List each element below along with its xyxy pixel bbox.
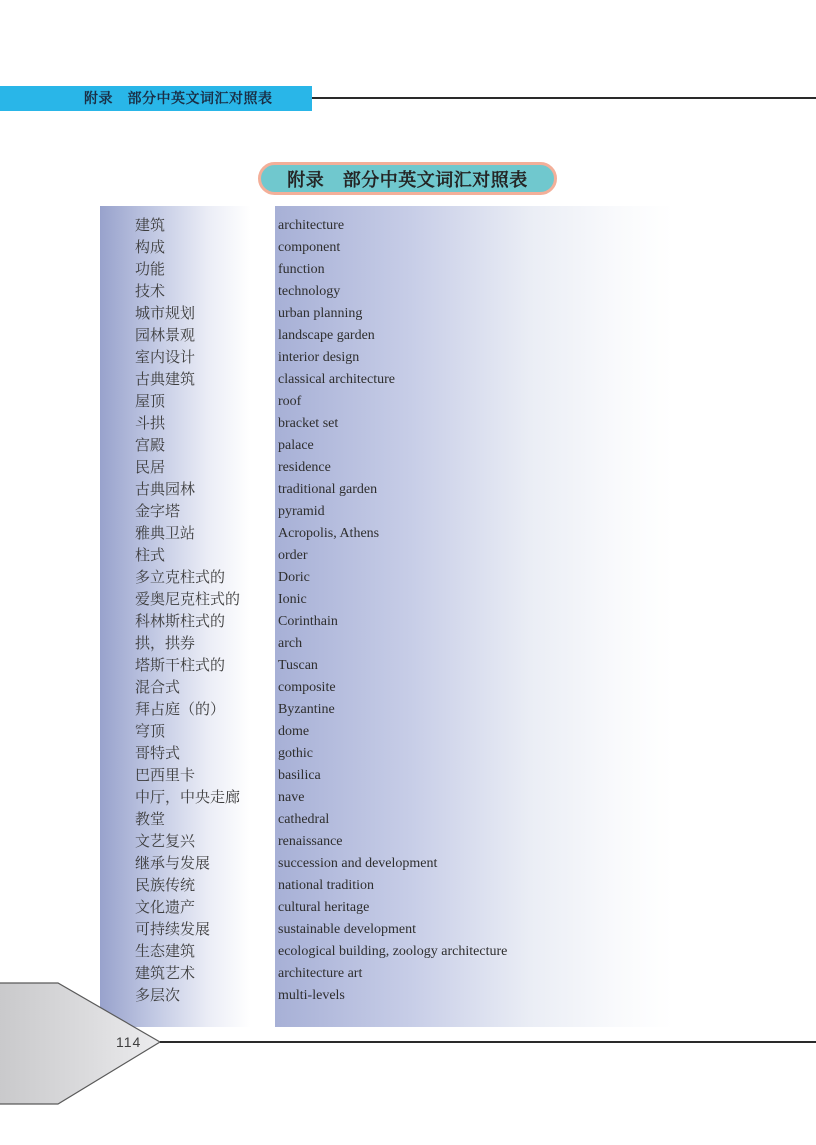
glossary-row xyxy=(100,347,673,369)
glossary-term-zh: 屋顶 xyxy=(135,394,166,410)
glossary-list xyxy=(100,215,673,1007)
glossary-term-zh: 建筑艺术 xyxy=(135,966,196,982)
glossary-term-zh: 混合式 xyxy=(135,680,181,696)
glossary-term-zh: 构成 xyxy=(135,240,166,256)
glossary-row xyxy=(100,985,673,1007)
glossary-term-en: palace xyxy=(278,438,314,453)
glossary-term-en: composite xyxy=(278,680,336,695)
glossary-term-en: landscape garden xyxy=(278,328,375,343)
glossary-row xyxy=(100,589,673,611)
glossary-term-zh: 宫殿 xyxy=(135,438,166,454)
glossary-term-en: ecological building, zoology architecture xyxy=(278,944,508,959)
glossary-term-en: arch xyxy=(278,636,303,651)
glossary-row xyxy=(100,501,673,523)
glossary-term-zh: 金字塔 xyxy=(135,504,181,520)
glossary-term-en: Tuscan xyxy=(278,658,318,673)
glossary-term-zh: 城市规划 xyxy=(135,306,196,322)
glossary-row xyxy=(100,523,673,545)
glossary-term-en: Acropolis, Athens xyxy=(278,526,380,541)
glossary-row xyxy=(100,611,673,633)
glossary-row xyxy=(100,303,673,325)
glossary-term-en: pyramid xyxy=(278,504,325,519)
glossary-term-zh: 多层次 xyxy=(135,988,181,1004)
glossary-term-zh: 柱式 xyxy=(135,548,166,564)
glossary-term-zh: 建筑 xyxy=(135,218,166,234)
glossary-row xyxy=(100,809,673,831)
glossary-row xyxy=(100,787,673,809)
glossary-term-zh: 园林景观 xyxy=(135,328,196,344)
glossary-row xyxy=(100,413,673,435)
glossary-term-en: architecture xyxy=(278,218,345,233)
glossary-term-zh: 继承与发展 xyxy=(135,856,211,872)
glossary-row xyxy=(100,259,673,281)
glossary-term-zh: 斗拱 xyxy=(135,416,166,432)
glossary-row xyxy=(100,215,673,237)
glossary-term-zh: 生态建筑 xyxy=(135,944,196,960)
glossary-term-en: nave xyxy=(278,790,305,805)
glossary-term-zh: 哥特式 xyxy=(135,746,181,762)
glossary-row xyxy=(100,391,673,413)
glossary-term-zh: 古典建筑 xyxy=(135,372,196,388)
glossary-term-en: succession and development xyxy=(278,856,438,871)
glossary-row xyxy=(100,853,673,875)
appendix-title-label: 附录 部分中英文词汇对照表 xyxy=(287,169,528,190)
glossary-term-zh: 民居 xyxy=(135,460,166,476)
glossary-term-zh: 可持续发展 xyxy=(135,922,211,938)
glossary-row xyxy=(100,369,673,391)
glossary-row xyxy=(100,281,673,303)
glossary-term-zh: 科林斯柱式的 xyxy=(135,614,226,630)
glossary-row xyxy=(100,237,673,259)
glossary-term-en: cultural heritage xyxy=(278,900,370,915)
glossary-term-en: residence xyxy=(278,460,331,475)
glossary-row xyxy=(100,677,673,699)
glossary-row xyxy=(100,479,673,501)
glossary-term-zh: 民族传统 xyxy=(135,878,196,894)
glossary-term-zh: 古典园林 xyxy=(135,482,196,498)
glossary-row xyxy=(100,875,673,897)
glossary-term-zh: 塔斯干柱式的 xyxy=(135,658,226,674)
glossary-row xyxy=(100,699,673,721)
glossary-term-zh: 巴西里卡 xyxy=(135,768,196,784)
glossary-row xyxy=(100,325,673,347)
glossary-term-zh: 拱，拱券 xyxy=(135,636,196,652)
glossary-term-en: traditional garden xyxy=(278,482,378,497)
glossary-term-en: multi-levels xyxy=(278,988,345,1003)
glossary-term-en: basilica xyxy=(278,768,321,783)
glossary-term-zh: 拜占庭（的） xyxy=(135,702,226,718)
glossary-term-en: sustainable development xyxy=(278,922,417,937)
glossary-term-en: Corinthain xyxy=(278,614,338,629)
glossary-term-en: renaissance xyxy=(278,834,343,849)
glossary-term-en: Byzantine xyxy=(278,702,335,717)
glossary-row xyxy=(100,941,673,963)
glossary-term-en: order xyxy=(278,548,308,563)
glossary-term-en: interior design xyxy=(278,350,360,365)
glossary-row xyxy=(100,765,673,787)
glossary-term-en: bracket set xyxy=(278,416,339,431)
glossary-term-zh: 爱奥尼克柱式的 xyxy=(135,592,241,608)
glossary-row xyxy=(100,743,673,765)
glossary-row xyxy=(100,655,673,677)
glossary-term-en: urban planning xyxy=(278,306,363,321)
glossary-term-zh: 室内设计 xyxy=(135,350,196,366)
appendix-header-label: 附录 部分中英文词汇对照表 xyxy=(84,90,273,106)
glossary-row xyxy=(100,567,673,589)
glossary-row xyxy=(100,897,673,919)
glossary-row xyxy=(100,633,673,655)
glossary-term-zh: 技术 xyxy=(135,284,166,300)
glossary-term-en: technology xyxy=(278,284,341,299)
glossary-term-zh: 功能 xyxy=(135,262,166,278)
glossary-term-en: function xyxy=(278,262,325,277)
glossary-row xyxy=(100,545,673,567)
glossary-row xyxy=(100,457,673,479)
glossary-term-en: Ionic xyxy=(278,592,307,607)
glossary-term-zh: 多立克柱式的 xyxy=(135,570,226,586)
glossary-term-zh: 穹顶 xyxy=(135,724,166,740)
glossary-term-en: dome xyxy=(278,724,310,739)
glossary-term-en: cathedral xyxy=(278,812,330,827)
glossary-term-en: architecture art xyxy=(278,966,363,981)
glossary-term-zh: 文化遗产 xyxy=(135,900,196,916)
glossary-row xyxy=(100,831,673,853)
glossary-row xyxy=(100,919,673,941)
footer-rule xyxy=(160,1041,816,1043)
glossary-row xyxy=(100,721,673,743)
glossary-term-en: component xyxy=(278,240,341,255)
appendix-header-tab xyxy=(0,86,312,111)
glossary-term-en: classical architecture xyxy=(278,372,395,387)
header-rule xyxy=(312,97,816,99)
glossary-term-zh: 文艺复兴 xyxy=(135,834,196,850)
glossary-term-zh: 雅典卫站 xyxy=(135,526,196,542)
glossary-term-en: gothic xyxy=(278,746,313,761)
appendix-title-badge xyxy=(258,162,557,195)
glossary-term-en: roof xyxy=(278,394,302,409)
glossary-term-zh: 教堂 xyxy=(135,812,166,828)
page-corner-arrow-shape xyxy=(0,980,170,1110)
page-number: 114 xyxy=(116,1034,142,1050)
glossary-term-zh: 中厅，中央走廊 xyxy=(135,790,241,806)
glossary-row xyxy=(100,963,673,985)
glossary-row xyxy=(100,435,673,457)
glossary-term-en: Doric xyxy=(278,570,310,585)
glossary-term-en: national tradition xyxy=(278,878,375,893)
